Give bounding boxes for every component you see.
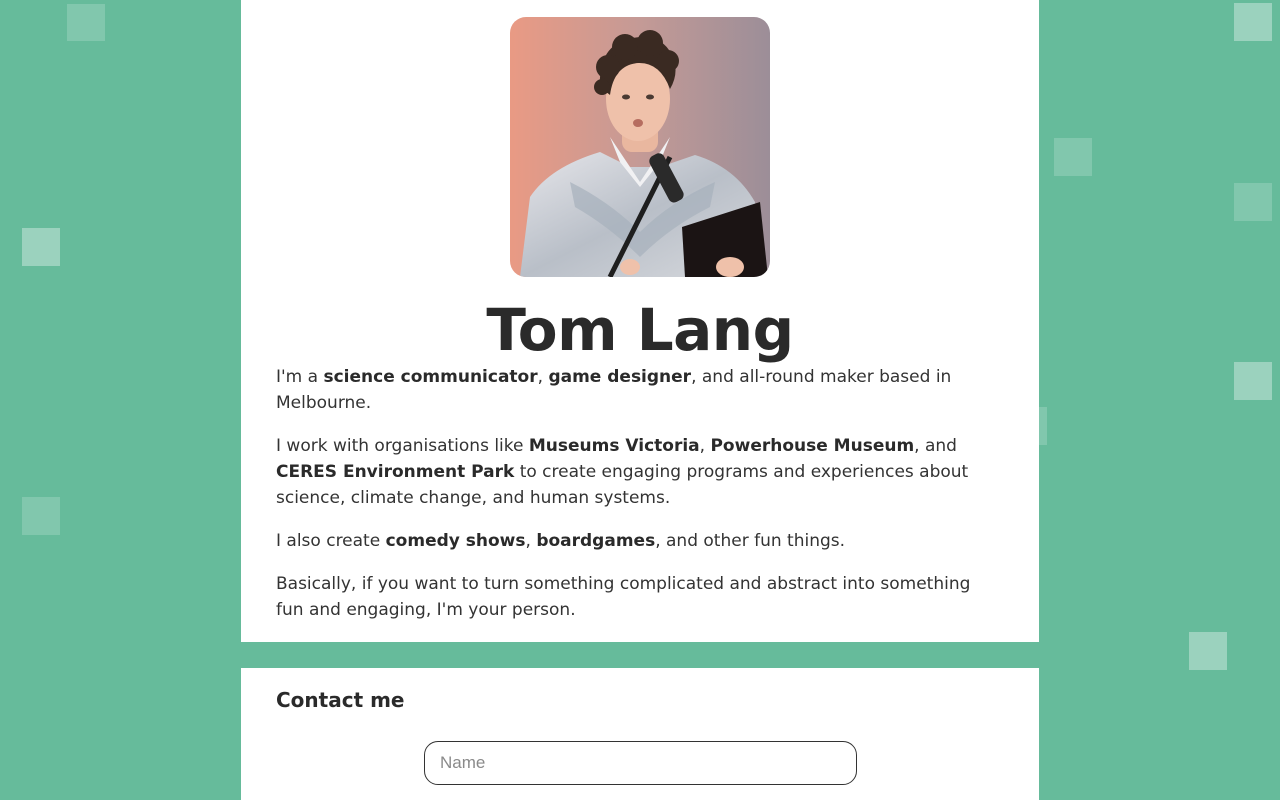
bio-paragraph (276, 571, 994, 623)
name-input[interactable] (424, 741, 857, 785)
background-square (1054, 138, 1092, 176)
contact-title: Contact me (276, 688, 405, 712)
background-square (1189, 632, 1227, 670)
profile-photo-image (510, 17, 770, 277)
background-square (1234, 183, 1272, 221)
bio-text-segment: , (699, 436, 711, 456)
bio-highlight: Museums Victoria (528, 436, 700, 456)
bio-text-segment: I also create (276, 531, 386, 551)
background-square (1039, 407, 1047, 445)
bio-text-segment: , (525, 531, 537, 551)
bio-paragraph (276, 433, 994, 511)
background-square (22, 497, 60, 535)
background-square (1234, 3, 1272, 41)
bio-text-segment: Basically, if you want to turn something complicated and abstract into something fun and engaging, I'm your person. (276, 574, 971, 620)
bio-highlight: comedy shows (385, 531, 526, 551)
background-square (1234, 362, 1272, 400)
bio-text-segment: to create engaging programs and experiences about science, climate change, and human systems. (276, 462, 969, 508)
bio-text-segment: , and all-round maker based in Melbourne. (276, 367, 952, 413)
bio-highlight: Powerhouse Museum (710, 436, 915, 456)
bio-highlight: CERES Environment Park (276, 462, 515, 482)
bio-text (276, 364, 994, 640)
page-title: Tom Lang (486, 296, 794, 364)
bio-highlight: boardgames (536, 531, 656, 551)
bio-text-segment: I work with organisations like (276, 436, 529, 456)
bio-text-segment: , and other fun things. (655, 531, 846, 551)
bio-paragraph (276, 528, 994, 554)
bio-paragraph (276, 364, 994, 416)
bio-text-segment: , and (914, 436, 957, 456)
background-square (22, 228, 60, 266)
bio-highlight: science communicator (323, 367, 538, 387)
profile-photo (510, 17, 770, 277)
intro-card (241, 0, 1039, 642)
bio-highlight: game designer (548, 367, 692, 387)
background-square (67, 4, 105, 41)
bio-text-segment: , (537, 367, 549, 387)
bio-text-segment: I'm a (276, 367, 324, 387)
